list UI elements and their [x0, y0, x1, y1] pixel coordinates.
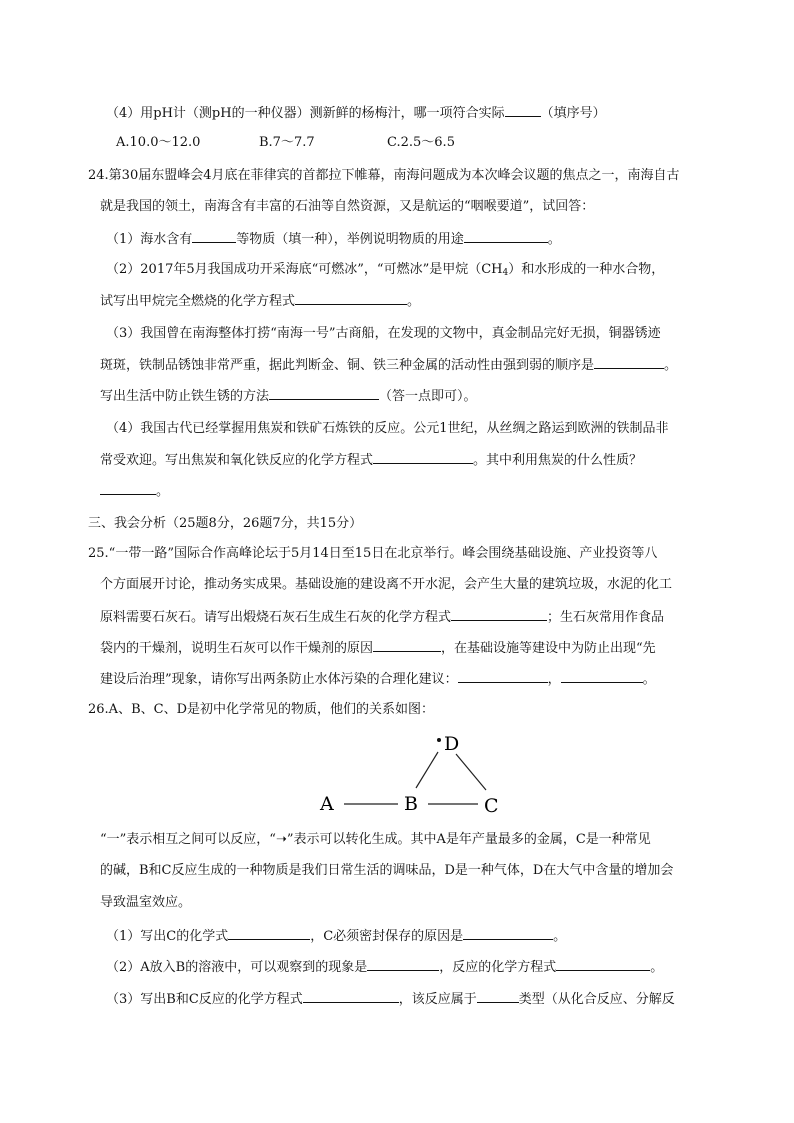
- q24-p4-text2: 。其中利用焦炭的什么性质？: [473, 453, 643, 468]
- q23-part4-text: （4）用pH计（测pH的一种仪器）测新鲜的杨梅汁，哪一项符合实际: [106, 106, 505, 121]
- q25-line1: 25.“一带一路”国际合作高峰论坛于5月14日至15日在北京举行。峰会围绕基础设施、产业投资等八: [88, 546, 658, 561]
- answer-blank[interactable]: [464, 230, 548, 243]
- q26-p3-text: （3）写出B和C反应的化学方程式: [106, 992, 303, 1007]
- q24-part3-line2: [100, 356, 677, 375]
- option-a[interactable]: A.10.0～12.0: [116, 135, 201, 150]
- answer-blank[interactable]: [303, 990, 399, 1003]
- q24-stem-line2: 就是我国的领土，南海含有丰富的石油等自然资源，又是航运的“咽喉要道”，试回答：: [100, 199, 595, 214]
- q26-p1-text: （1）写出C的化学式: [106, 929, 229, 944]
- q26-p1-text2: ，C必须密封保存的原因是: [310, 929, 464, 944]
- q25-line5: [100, 670, 656, 689]
- q24-p1-text2: 等物质（填一种），举例说明物质的用途: [236, 232, 464, 247]
- q26-p2-text2: ，反应的化学方程式: [439, 960, 557, 975]
- relationship-diagram: [300, 728, 530, 824]
- answer-blank[interactable]: [373, 639, 441, 652]
- q25-text4: ，在基础设施等建设中为防止出现“先: [441, 641, 656, 656]
- q25-text5: 建设后治理”现象，请你写出两条防止水体污染的合理化建议：: [100, 672, 458, 687]
- edge-d-c: [456, 754, 486, 790]
- q24-p1-text: （1）海水含有: [106, 232, 193, 247]
- answer-blank[interactable]: [505, 104, 541, 117]
- q25-end: 。: [642, 672, 656, 687]
- answer-blank[interactable]: [458, 670, 548, 683]
- option-c[interactable]: C.2.5～6.5: [387, 135, 455, 150]
- node-d: D: [444, 733, 460, 755]
- answer-blank[interactable]: [463, 927, 553, 940]
- q24-stem-line1: 24.第30届东盟峰会4月底在菲律宾的首都拉下帷幕，南海问题成为本次峰会议题的焦点之一，南海自古: [88, 168, 680, 183]
- q24-p3-text2: 写出生活中防止铁生锈的方法: [100, 389, 270, 404]
- q24-part4-line1: （4）我国古代已经掌握用焦炭和铁矿石炼铁的反应。公元1世纪，从丝绸之路运到欧洲的铁制品非: [106, 421, 669, 436]
- q26-p1-end: 。: [553, 929, 567, 944]
- node-a: A: [320, 793, 334, 815]
- answer-blank[interactable]: [594, 356, 664, 369]
- q24-p2-end: 。: [407, 294, 421, 309]
- section-heading: 三、我会分析（25题8分，26题7分，共15分）: [88, 516, 363, 531]
- q26-p2-end: 。: [650, 960, 664, 975]
- q26-desc-line2: 的碱，B和C反应生成的一种物质是我们日常生活的调味品，D是一种气体，D在大气中含量的增加会: [100, 863, 674, 878]
- q26-stem: 26.A、B、C、D是初中化学常见的物质，他们的关系如图：: [88, 702, 434, 717]
- q24-p2-text2: ）和水形成的一种水合物，: [508, 262, 665, 277]
- q24-p3-end: 。: [664, 358, 678, 373]
- q24-p3-hint: （答一点即可）。: [379, 389, 477, 404]
- q26-part3: [106, 990, 675, 1009]
- edge-b-d: [416, 752, 438, 788]
- q25-line2: 个方面展开讨论，推动务实成果。基础设施的建设离不开水泥，会产生大量的建筑垃圾，水泥的化工: [100, 577, 673, 592]
- node-b: B: [404, 793, 418, 815]
- answer-blank[interactable]: [269, 387, 379, 400]
- q26-desc-line3: 导致温室效应。: [100, 895, 192, 910]
- answer-blank[interactable]: [561, 670, 643, 683]
- answer-blank[interactable]: [295, 292, 407, 305]
- q24-p4-end: 。: [156, 484, 170, 499]
- option-b[interactable]: B.7～7.7: [259, 135, 315, 150]
- q24-part3-line3: [100, 387, 477, 406]
- q25-sep: ，: [547, 672, 561, 687]
- answer-blank[interactable]: [192, 230, 236, 243]
- answer-blank[interactable]: [477, 990, 519, 1003]
- q26-desc-line1: “一”表示相互之间可以反应，“➝”表示可以转化生成。其中A是年产量最多的金属，C是一种常见: [100, 832, 651, 847]
- q23-options: [116, 134, 455, 152]
- answer-blank[interactable]: [556, 958, 650, 971]
- q24-part1: [106, 230, 561, 249]
- answer-blank[interactable]: [367, 958, 439, 971]
- q25-text2: ；生石灰常用作食品: [547, 610, 665, 625]
- answer-blank[interactable]: [100, 482, 156, 495]
- q25-line4: [100, 639, 656, 658]
- q24-p1-end: 。: [547, 232, 561, 247]
- answer-blank[interactable]: [373, 451, 473, 464]
- q24-part3-line1: （3）我国曾在南海整体打捞“南海一号”古商船，在发现的文物中，真金制品完好无损，铜器锈迹: [106, 326, 661, 341]
- q24-p4-text: 常受欢迎。写出焦炭和氧化铁反应的化学方程式: [100, 453, 374, 468]
- q26-p2-text: （2）A放入B的溶液中，可以观察到的现象是: [106, 960, 368, 975]
- subscript-4: 4: [502, 268, 509, 278]
- answer-blank[interactable]: [228, 927, 310, 940]
- answer-blank[interactable]: [451, 608, 547, 621]
- q23-part4-line: [106, 104, 606, 123]
- q23-part4-hint: （填序号）: [540, 106, 606, 121]
- node-c: C: [484, 795, 499, 817]
- q26-part2: [106, 958, 663, 977]
- q26-p3-text2: ，该反应属于: [398, 992, 477, 1007]
- q25-text3: 袋内的干燥剂，说明生石灰可以作干燥剂的原因: [100, 641, 374, 656]
- q26-p3-text3: 类型（从化合反应、分解反: [518, 992, 675, 1007]
- q24-part2-line2: [100, 292, 420, 311]
- q24-part2-line1: [106, 261, 664, 282]
- q24-p2-text: （2）2017年5月我国成功开采海底“可燃冰”，“可燃冰”是甲烷（CH: [106, 262, 503, 277]
- q24-p2-text3: 试写出甲烷完全燃烧的化学方程式: [100, 294, 296, 309]
- node-d-dot: [437, 738, 441, 742]
- q24-p3-text: 斑斑，铁制品锈蚀非常严重，据此判断金、铜、铁三种金属的活动性由强到弱的顺序是: [100, 358, 595, 373]
- q26-part1: [106, 927, 566, 946]
- q24-part4-line2: [100, 451, 642, 470]
- q25-line3: [100, 608, 664, 627]
- q25-text: 原料需要石灰石。请写出煅烧石灰石生成生石灰的化学方程式: [100, 610, 452, 625]
- q24-part4-line3: [100, 482, 169, 501]
